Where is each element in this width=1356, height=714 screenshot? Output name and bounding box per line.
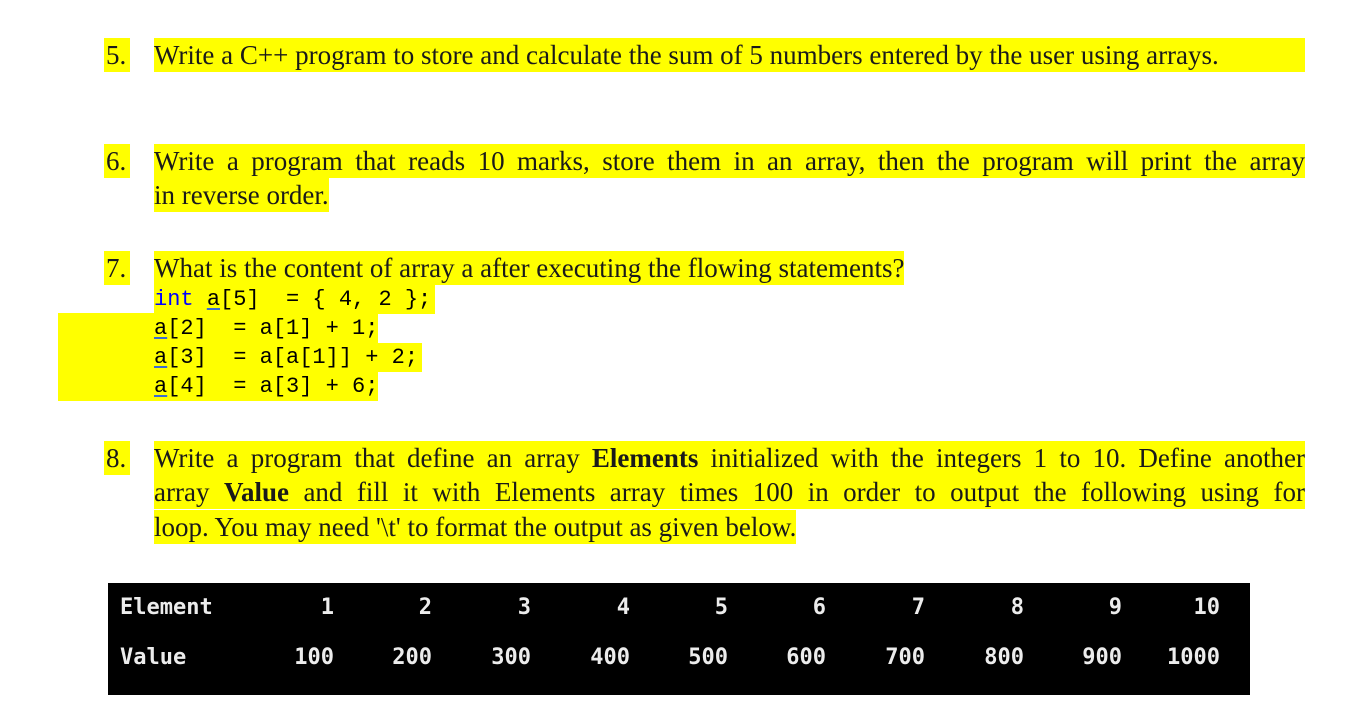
console-value-cell: 600	[786, 645, 826, 670]
question-8-line-1: Write a program that define an array Elements initialized with the integers 1 to 10. Define another	[154, 443, 1305, 473]
console-element-value: 10	[1193, 595, 1220, 620]
console-element-value: 2	[418, 595, 432, 620]
console-element-value: 8	[1010, 595, 1024, 620]
console-value-cell: 800	[984, 645, 1024, 670]
console-element-value: 4	[616, 595, 630, 620]
question-8-line-2: array Value and fill it with Elements array times 100 in order to output the following using for	[154, 477, 1305, 507]
console-row-element	[108, 595, 1250, 625]
console-value-cell: 200	[392, 645, 432, 670]
console-output	[108, 583, 1250, 695]
console-value-cell: 100	[294, 645, 334, 670]
bold-term-value: Value	[223, 477, 289, 507]
question-7-text: What is the content of array a after executing the flowing statements?	[154, 253, 905, 283]
code-line-2	[154, 314, 378, 343]
code-rest: [3] = a[a[1]] + 2;	[167, 345, 419, 370]
console-element-value: 5	[714, 595, 728, 620]
console-element-value: 3	[517, 595, 531, 620]
code-rest: [5] = { 4, 2 };	[220, 287, 432, 312]
console-element-value: 6	[812, 595, 826, 620]
code-line-3	[154, 343, 422, 372]
bold-term-elements: Elements	[591, 443, 699, 473]
code-rest: [2] = a[1] + 1;	[167, 316, 379, 341]
question-7-number: 7.	[104, 251, 130, 285]
question-5-text: Write a C++ program to store and calculate the sum of 5 numbers entered by the user using arrays.	[154, 38, 1305, 72]
code-line-1	[154, 285, 435, 314]
console-value-cell: 400	[590, 645, 630, 670]
question-6-number: 6.	[104, 144, 130, 178]
code-variable: a	[154, 345, 168, 370]
question-5-number: 5.	[104, 38, 130, 72]
code-variable: a	[154, 316, 168, 341]
console-value-cell: 900	[1082, 645, 1122, 670]
code-line-4	[154, 372, 378, 401]
code-variable: a	[154, 374, 168, 399]
console-value-cell: 700	[885, 645, 925, 670]
question-8-number: 8.	[104, 441, 130, 475]
console-element-value: 9	[1108, 595, 1122, 620]
console-element-value: 7	[911, 595, 925, 620]
console-label-value: Value	[120, 645, 187, 670]
console-label-element: Element	[120, 595, 213, 620]
console-value-cell: 500	[688, 645, 728, 670]
console-element-value: 1	[320, 595, 334, 620]
code-variable: a	[206, 287, 221, 312]
question-6-line-2: in reverse order.	[154, 180, 329, 210]
console-value-cell: 300	[491, 645, 531, 670]
code-keyword: int	[154, 287, 194, 312]
code-rest: [4] = a[3] + 6;	[167, 374, 379, 399]
question-8-line-3: loop. You may need '\t' to format the output as given below.	[154, 512, 797, 542]
question-6-line-1: Write a program that reads 10 marks, store them in an array, then the program will print the array	[154, 146, 1305, 176]
console-row-value	[108, 645, 1250, 675]
console-value-cell: 1000	[1167, 645, 1220, 670]
